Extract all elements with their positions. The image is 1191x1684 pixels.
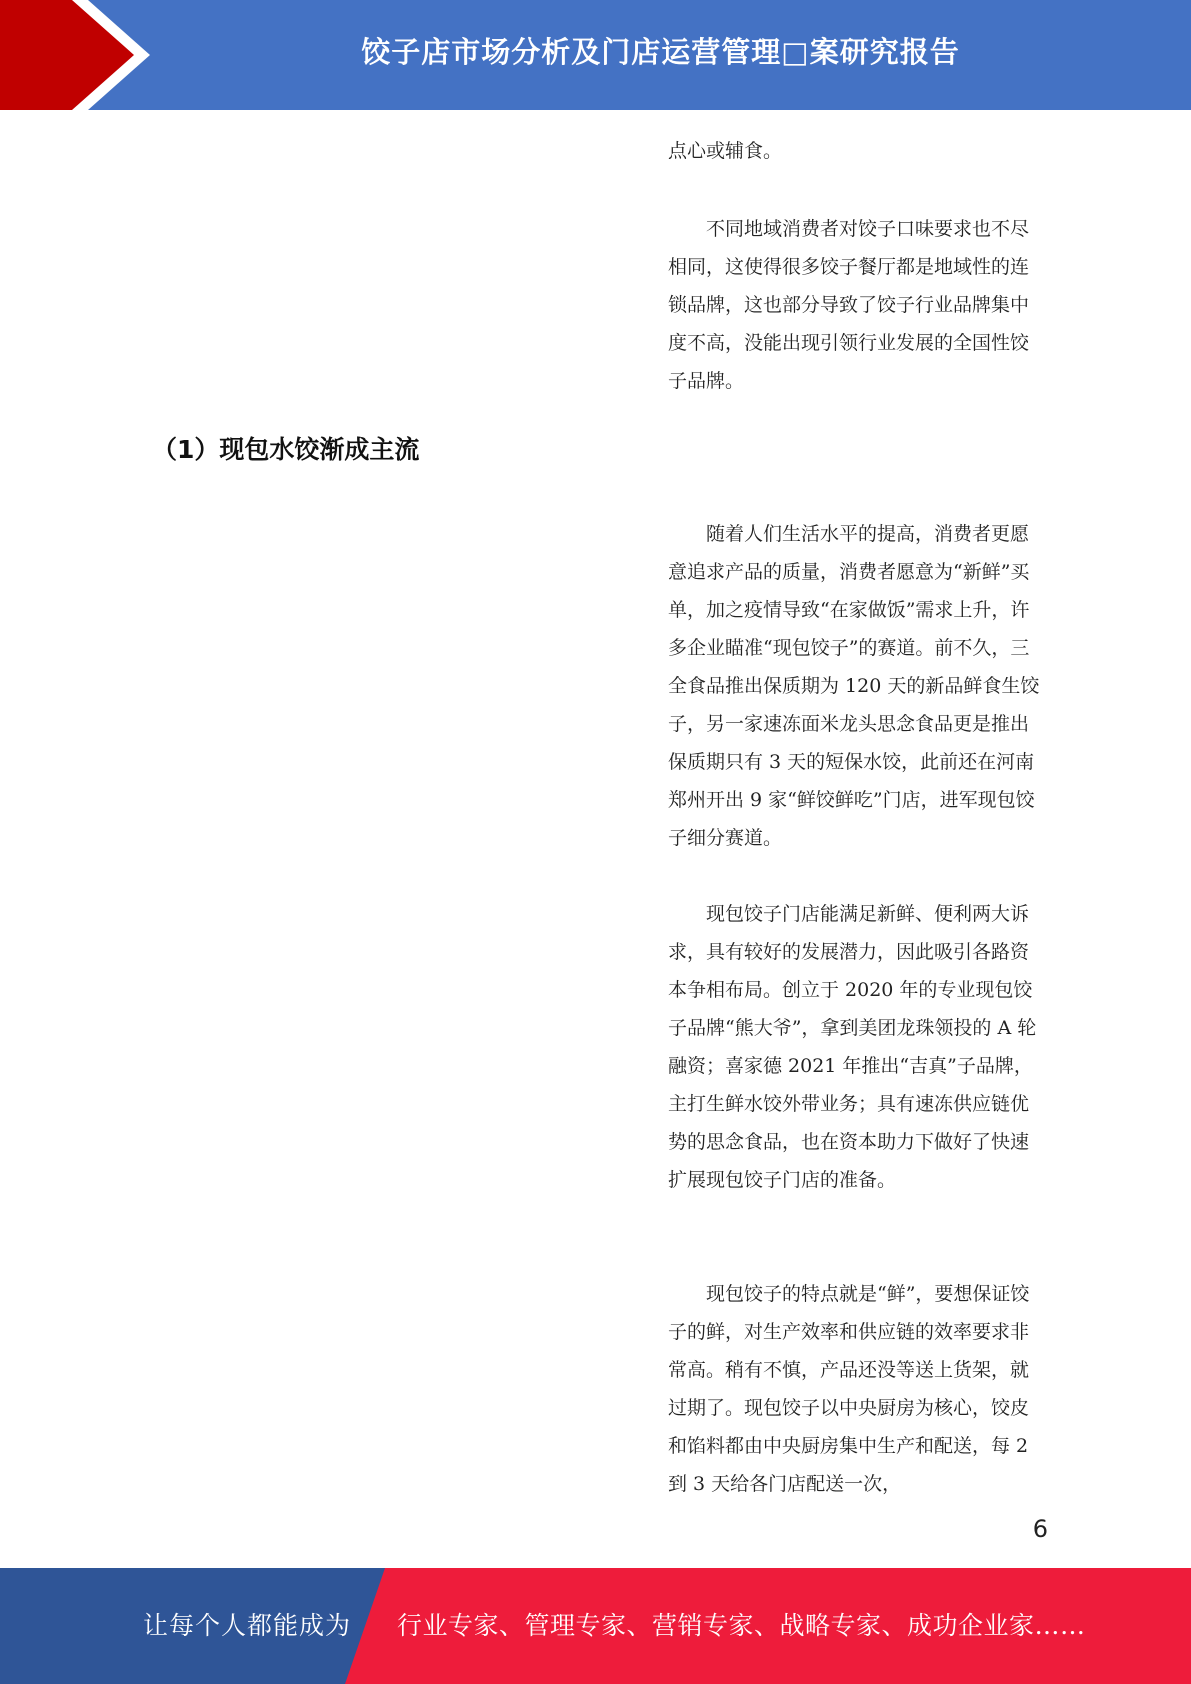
- footer-slogan-left: 让每个人都能成为: [143, 1611, 352, 1640]
- paragraph-supply-chain: 现包饺子的特点就是“鲜”，要想保证饺子的鲜，对生产效率和供应链的效率要求非常高。稍有不慎，产品还没等送上货架，就过期了。现包饺子以中央厨房为核心，饺皮和馅料都由中央厨房集中生产和配送，每 2 到 3 天给各门店配送一次，: [668, 1283, 1030, 1495]
- report-title: 饺子店市场分析及门店运营管理□案研究报告: [361, 35, 960, 69]
- page-number: 6: [1032, 1515, 1048, 1543]
- page-header: [0, 0, 1191, 110]
- paragraph-capital-investment: 现包饺子门店能满足新鲜、便利两大诉求，具有较好的发展潜力，因此吸引各路资本争相布局。创立于 2020 年的专业现包饺子品牌“熊大爷”，拿到美团龙珠领投的 A 轮融资；喜家德 2021 年推出“吉真”子品牌，主打生鲜水饺外带业务；具有速冻供应链优势的思念食品，也在资本助力下做好了快速扩展现包饺子门店的准备。: [668, 903, 1037, 1191]
- paragraph-regional-tastes: 不同地域消费者对饺子口味要求也不尽相同，这使得很多饺子餐厅都是地域性的连锁品牌，这也部分导致了饺子行业品牌集中度不高，没能出现引领行业发展的全国性饺子品牌。: [668, 218, 1030, 392]
- paragraph-fresh-demand: 随着人们生活水平的提高，消费者更愿意追求产品的质量，消费者愿意为“新鲜”买单，加之疫情导致“在家做饭”需求上升，许多企业瞄准“现包饺子”的赛道。前不久，三全食品推出保质期为 120 天的新品鲜食生饺子，另一家速冻面米龙头思念食品更是推出保质期只有 3 天的短保水饺，此前还在河南郑州开出 9 家“鲜饺鲜吃”门店，进军现包饺子细分赛道。: [668, 523, 1040, 849]
- page-footer: [0, 1568, 1191, 1684]
- paragraph-continuation: 点心或辅食。: [668, 140, 783, 162]
- section-heading: （1）现包水饺渐成主流: [152, 435, 420, 464]
- footer-slogan-right: 行业专家、管理专家、营销专家、战略专家、成功企业家……: [397, 1611, 1086, 1640]
